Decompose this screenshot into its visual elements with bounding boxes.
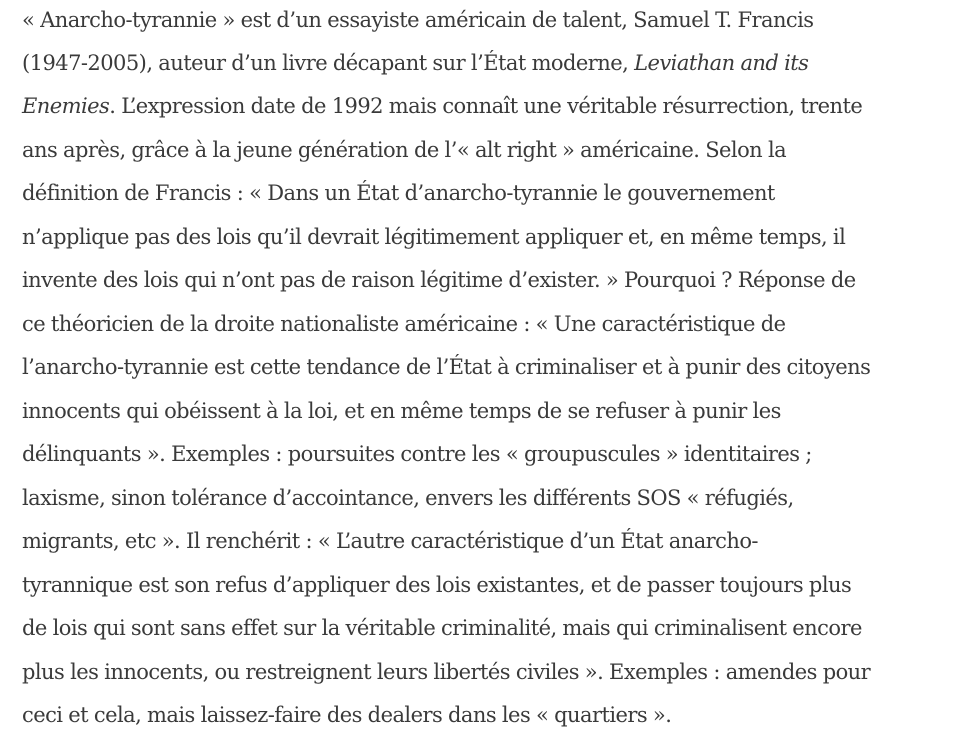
paragraph-line: migrants, etc ». Il renchérit : « L’autre caractéristique d’un État anarcho- <box>22 529 758 553</box>
paragraph-line: ceci et cela, mais laissez-faire des dealers dans les « quartiers ». <box>22 703 672 727</box>
paragraph-line: ans après, grâce à la jeune génération de l’« alt right » américaine. Selon la <box>22 138 787 162</box>
book-title-italic: Enemies <box>22 94 110 118</box>
paragraph-line: innocents qui obéissent à la loi, et en même temps de se refuser à punir les <box>22 399 781 423</box>
paragraph-line: invente des lois qui n’ont pas de raison légitime d’exister. » Pourquoi ? Réponse de <box>22 268 856 292</box>
paragraph-line: tyrannique est son refus d’appliquer des lois existantes, et de passer toujours plus <box>22 573 852 597</box>
paragraph-line <box>22 50 808 76</box>
book-title-italic: Leviathan and its <box>634 51 809 75</box>
line-text: (1947-2005), auteur d’un livre décapant sur l’État moderne, <box>22 51 635 75</box>
paragraph-line: n’applique pas des lois qu’il devrait légitimement appliquer et, en même temps, il <box>22 225 846 249</box>
paragraph-line: délinquants ». Exemples : poursuites contre les « groupuscules » identitaires ; <box>22 442 812 466</box>
paragraph-line: « Anarcho-tyrannie » est d’un essayiste américain de talent, Samuel T. Francis <box>22 8 814 32</box>
paragraph-line: de lois qui sont sans effet sur la véritable criminalité, mais qui criminalisent encore <box>22 616 862 640</box>
paragraph-line: laxisme, sinon tolérance d’accointance, envers les différents SOS « réfugiés, <box>22 486 794 510</box>
paragraph-line: ce théoricien de la droite nationaliste américaine : « Une caractéristique de <box>22 312 786 336</box>
paragraph-line: définition de Francis : « Dans un État d’anarcho-tyrannie le gouvernement <box>22 181 775 205</box>
paragraph-line <box>22 93 862 119</box>
line-text: . L’expression date de 1992 mais connaît une véritable résurrection, trente <box>109 94 863 118</box>
paragraph-line: l’anarcho-tyrannie est cette tendance de l’État à criminaliser et à punir des citoyens <box>22 355 871 379</box>
paragraph-line: plus les innocents, ou restreignent leurs libertés civiles ». Exemples : amendes pour <box>22 660 871 684</box>
